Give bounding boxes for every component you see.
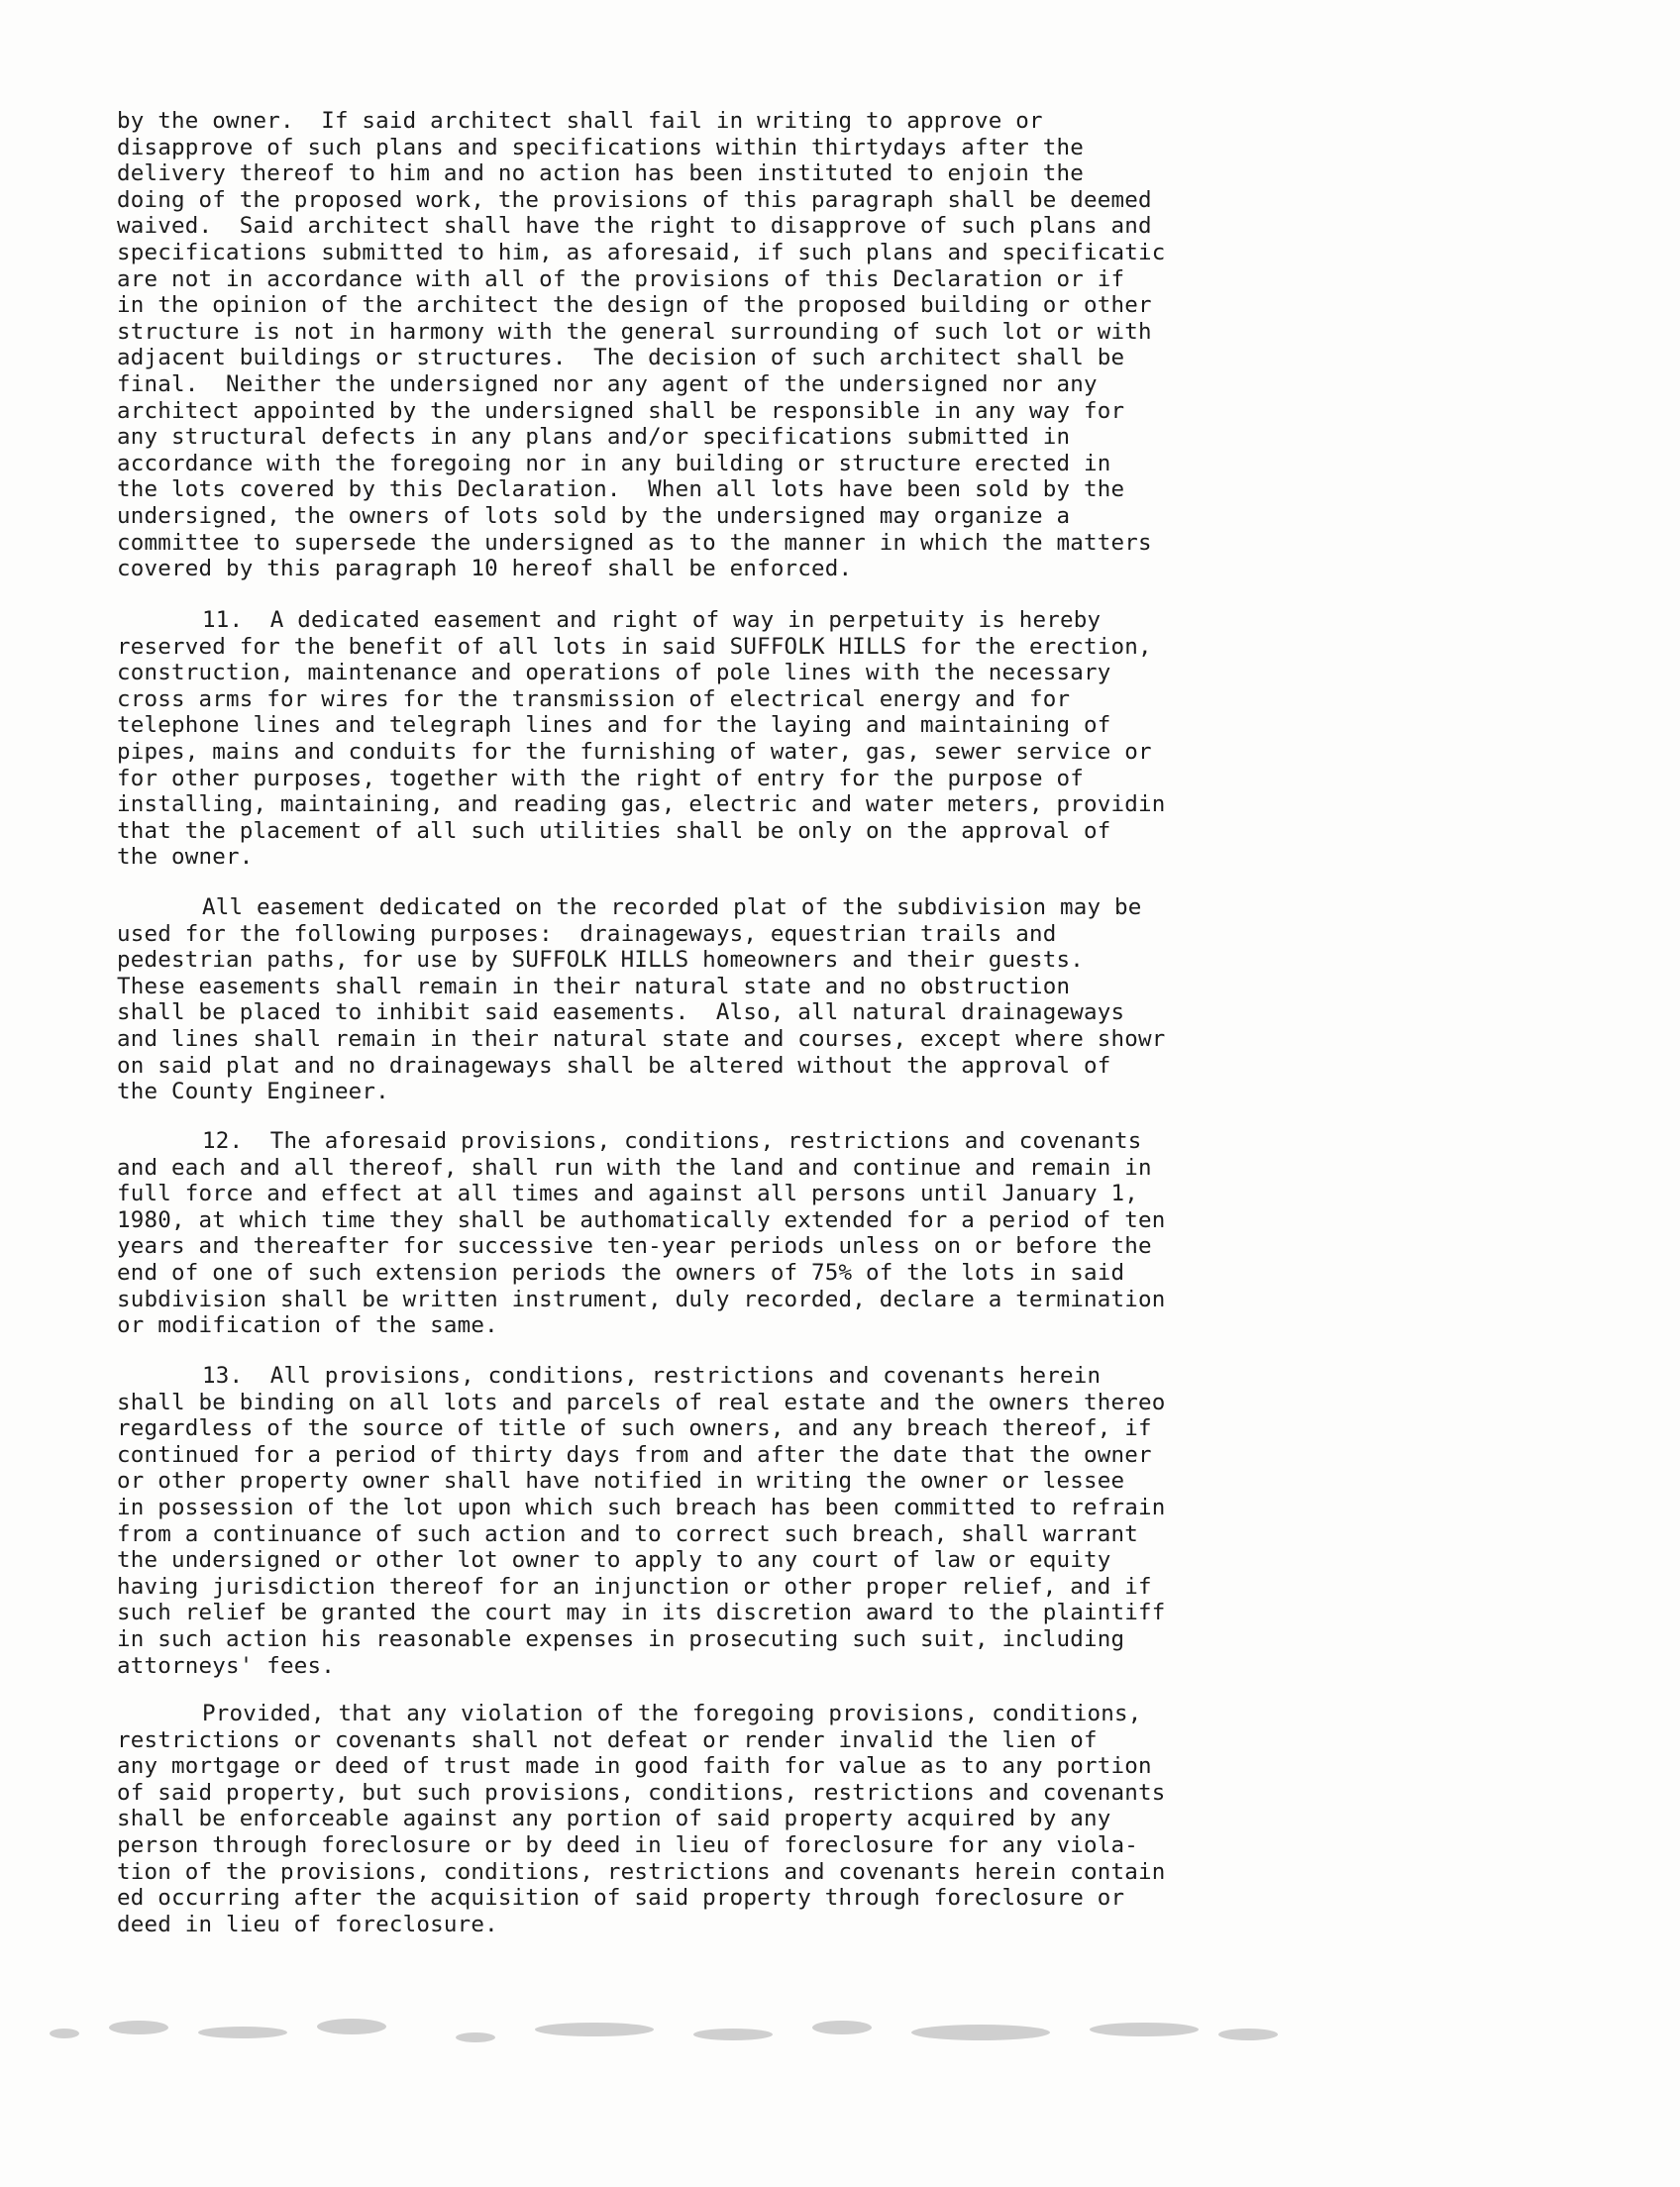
text-line: deed in lieu of foreclosure.: [117, 1911, 498, 1937]
text-line: by the owner. If said architect shall fail in writing to approve or: [117, 108, 1043, 134]
text-line: on said plat and no drainageways shall be altered without the approval of: [117, 1052, 1111, 1079]
text-line: shall be placed to inhibit said easements. Also, all natural drainageways: [117, 999, 1125, 1026]
scan-smudge: [40, 2009, 1327, 2068]
text-line: 13. All provisions, conditions, restrictions and covenants herein: [202, 1363, 1102, 1389]
text-line: for other purposes, together with the right of entry for the purpose of: [117, 765, 1084, 791]
text-line: continued for a period of thirty days from and after the date that the owner: [117, 1441, 1152, 1468]
text-line: waived. Said architect shall have the right to disapprove of such plans and: [117, 213, 1152, 240]
paragraph-12: [117, 1128, 1325, 1339]
text-line: cross arms for wires for the transmission of electrical energy and for: [117, 685, 1071, 712]
text-line: years and thereafter for successive ten-year periods unless on or before the: [117, 1233, 1152, 1260]
text-line: end of one of such extension periods the owners of 75% of the lots in said: [117, 1259, 1125, 1286]
text-line: or modification of the same.: [117, 1312, 498, 1339]
text-line: accordance with the foregoing nor in any building or structure erected in: [117, 450, 1111, 476]
text-line: committee to supersede the undersigned as to the manner in which the matters: [117, 529, 1152, 556]
text-line: structure is not in harmony with the general surrounding of such lot or with: [117, 318, 1152, 345]
text-line: the lots covered by this Declaration. When all lots have been sold by the: [117, 476, 1125, 503]
text-line: pipes, mains and conduits for the furnishing of water, gas, sewer service or: [117, 738, 1152, 765]
paragraph-11: [117, 607, 1325, 871]
text-line: any mortgage or deed of trust made in good faith for value as to any portion: [117, 1753, 1152, 1780]
text-line: in possession of the lot upon which such breach has been committed to refrain: [117, 1494, 1166, 1520]
text-line: disapprove of such plans and specifications within thirtydays after the: [117, 134, 1084, 160]
text-line: 1980, at which time they shall be authomatically extended for a period of ten: [117, 1206, 1166, 1233]
text-line: undersigned, the owners of lots sold by the undersigned may organize a: [117, 502, 1071, 529]
text-line: tion of the provisions, conditions, restrictions and covenants herein contain: [117, 1858, 1166, 1885]
text-line: telephone lines and telegraph lines and for the laying and maintaining of: [117, 712, 1111, 739]
text-line: from a continuance of such action and to correct such breach, shall warrant: [117, 1520, 1138, 1547]
text-line: adjacent buildings or structures. The decision of such architect shall be: [117, 345, 1125, 371]
text-line: pedestrian paths, for use by SUFFOLK HILLS homeowners and their guests.: [117, 947, 1084, 974]
text-line: shall be enforceable against any portion of said property acquired by any: [117, 1806, 1111, 1832]
text-line: used for the following purposes: drainageways, equestrian trails and: [117, 920, 1057, 947]
text-line: doing of the proposed work, the provisions of this paragraph shall be deemed: [117, 186, 1152, 213]
text-line: subdivision shall be written instrument, duly recorded, declare a termination: [117, 1286, 1166, 1312]
text-line: having jurisdiction thereof for an injunction or other proper relief, and if: [117, 1573, 1152, 1600]
text-line: full force and effect at all times and against all persons until January 1,: [117, 1181, 1138, 1207]
text-line: and each and all thereof, shall run with the land and continue and remain in: [117, 1154, 1152, 1181]
text-line: of said property, but such provisions, conditions, restrictions and covenants: [117, 1779, 1166, 1806]
text-line: Provided, that any violation of the foregoing provisions, conditions,: [202, 1701, 1142, 1726]
paragraph-13: [117, 1363, 1325, 1679]
text-line: in the opinion of the architect the design of the proposed building or other: [117, 292, 1152, 319]
text-line: All easement dedicated on the recorded plat of the subdivision may be: [202, 894, 1142, 920]
text-line: specifications submitted to him, as aforesaid, if such plans and specificatic: [117, 239, 1166, 265]
text-line: any structural defects in any plans and/or specifications submitted in: [117, 424, 1071, 451]
text-line: delivery thereof to him and no action has been instituted to enjoin the: [117, 160, 1084, 187]
text-line: in such action his reasonable expenses in prosecuting such suit, including: [117, 1625, 1125, 1652]
text-line: that the placement of all such utilities shall be only on the approval of: [117, 817, 1111, 844]
provided-paragraph: [117, 1701, 1325, 1937]
text-line: attorneys' fees.: [117, 1652, 335, 1679]
text-line: installing, maintaining, and reading gas, electric and water meters, providin: [117, 791, 1166, 818]
text-line: construction, maintenance and operations of pole lines with the necessary: [117, 660, 1111, 686]
text-line: 12. The aforesaid provisions, conditions, restrictions and covenants: [202, 1128, 1142, 1154]
easement-paragraph: [117, 894, 1325, 1105]
text-line: person through foreclosure or by deed in lieu of foreclosure for any viola-: [117, 1831, 1138, 1858]
text-line: 11. A dedicated easement and right of way in perpetuity is hereby: [202, 607, 1102, 633]
text-line: covered by this paragraph 10 hereof shall be enforced.: [117, 556, 853, 582]
text-line: reserved for the benefit of all lots in said SUFFOLK HILLS for the erection,: [117, 633, 1152, 660]
text-line: architect appointed by the undersigned shall be responsible in any way for: [117, 397, 1125, 424]
text-line: the County Engineer.: [117, 1079, 389, 1105]
text-line: These easements shall remain in their natural state and no obstruction: [117, 973, 1071, 999]
text-line: final. Neither the undersigned nor any agent of the undersigned nor any: [117, 370, 1098, 397]
paragraph-10-continued: [117, 108, 1325, 582]
text-line: the owner.: [117, 844, 254, 871]
text-line: and lines shall remain in their natural state and courses, except where showr: [117, 1025, 1166, 1052]
text-line: shall be binding on all lots and parcels of real estate and the owners thereo: [117, 1389, 1166, 1415]
text-line: or other property owner shall have notified in writing the owner or lessee: [117, 1468, 1125, 1495]
text-line: the undersigned or other lot owner to apply to any court of law or equity: [117, 1547, 1111, 1574]
text-line: ed occurring after the acquisition of said property through foreclosure or: [117, 1885, 1125, 1912]
text-line: are not in accordance with all of the provisions of this Declaration or if: [117, 265, 1125, 292]
text-line: regardless of the source of title of such owners, and any breach thereof, if: [117, 1415, 1152, 1442]
text-line: such relief be granted the court may in its discretion award to the plaintiff: [117, 1600, 1166, 1626]
text-line: restrictions or covenants shall not defeat or render invalid the lien of: [117, 1726, 1098, 1753]
